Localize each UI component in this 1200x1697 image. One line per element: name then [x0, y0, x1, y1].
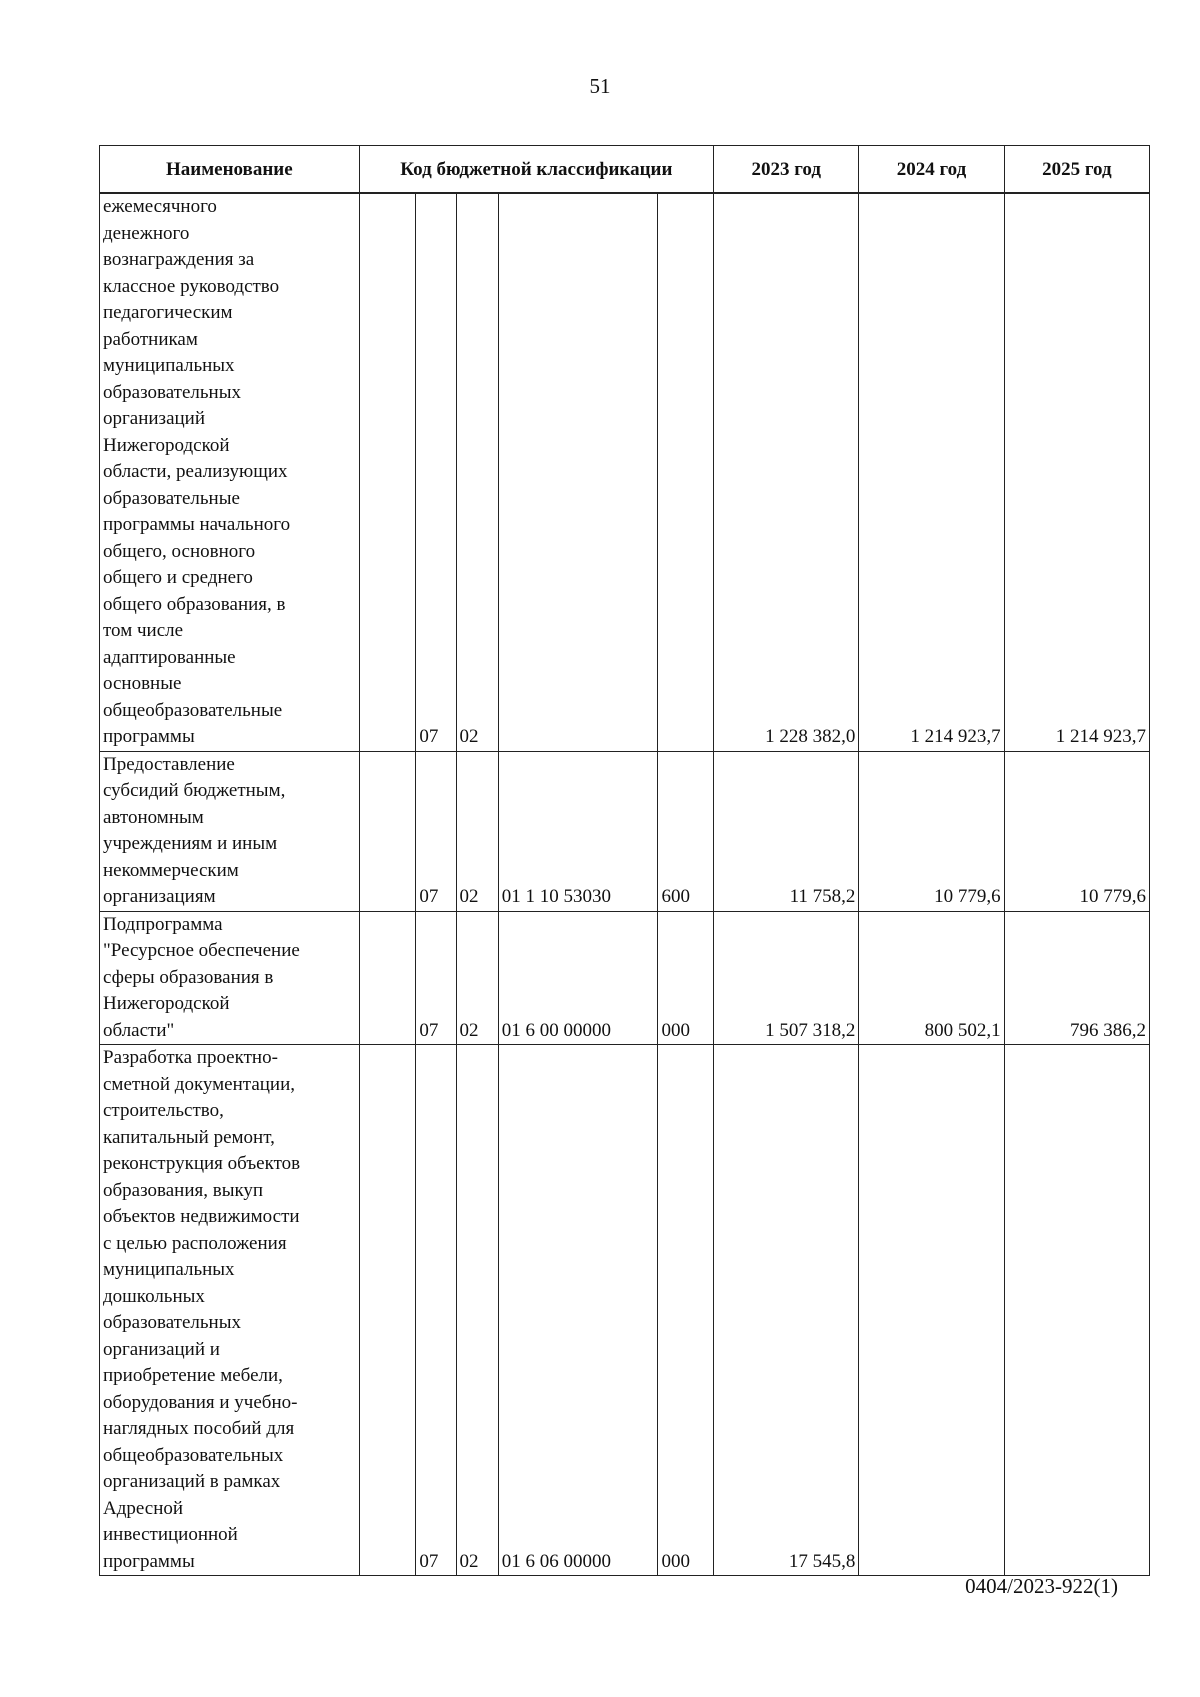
table-row — [100, 911, 1150, 1045]
cell-2025: 796 386,2 — [1004, 911, 1149, 1045]
header-code: Код бюджетной классификации — [359, 146, 713, 194]
cell-section: 07 — [416, 1045, 456, 1576]
cell-name-line: организаций в рамках — [103, 1471, 281, 1492]
cell-name-line: организаций и — [103, 1338, 220, 1360]
cell-subsection: 02 — [456, 751, 498, 911]
cell-name-line: общеобразовательных — [103, 1444, 284, 1466]
page-number: 51 — [589, 74, 611, 98]
cell-2025: 1 214 923,7 — [1004, 193, 1149, 751]
cell-ministry — [359, 751, 416, 911]
budget-table-container — [99, 145, 1150, 1576]
cell-target-article: 01 1 10 53030 — [498, 751, 658, 911]
cell-name-line: оборудования и учебно- — [103, 1391, 298, 1413]
cell-2023: 17 545,8 — [714, 1045, 859, 1576]
cell-name-line: организаций — [103, 408, 206, 429]
cell-name-line: основные — [103, 673, 182, 694]
cell-subsection: 02 — [456, 1045, 498, 1576]
cell-2023: 1 507 318,2 — [714, 911, 859, 1045]
cell-name-line: денежного — [103, 222, 190, 244]
cell-name-line: дошкольных — [103, 1285, 205, 1307]
cell-expense-type: 000 — [658, 911, 714, 1045]
cell-expense-type: 600 — [658, 751, 714, 911]
cell-name-line: организациям — [103, 886, 216, 907]
cell-section: 07 — [416, 193, 456, 751]
table-row — [100, 751, 1150, 911]
cell-name-line: образовательных — [103, 1312, 241, 1333]
cell-name-line: общеобразовательные — [103, 699, 283, 721]
cell-ministry — [359, 911, 416, 1045]
cell-name-line: Предоставление — [103, 753, 235, 775]
cell-name-line: том числе — [103, 620, 184, 641]
cell-name-line: образовательных — [103, 381, 241, 403]
cell-expense-type — [658, 193, 714, 751]
cell-name-line: автономным — [103, 806, 204, 828]
cell-name — [100, 751, 360, 911]
cell-name-line: педагогическим — [103, 302, 233, 323]
cell-name-line: некоммерческим — [103, 859, 239, 881]
cell-name-line: вознаграждения за — [103, 249, 255, 270]
cell-name-line: программы — [103, 726, 195, 747]
cell-name-line: классное руководство — [103, 275, 280, 297]
cell-name-line: Нижегородской — [103, 434, 230, 456]
cell-name — [100, 193, 360, 751]
cell-expense-type: 000 — [658, 1045, 714, 1576]
cell-name — [100, 911, 360, 1045]
cell-target-article: 01 6 00 00000 — [498, 911, 658, 1045]
cell-2024: 10 779,6 — [859, 751, 1004, 911]
cell-name-line: с целью расположения — [103, 1232, 287, 1254]
cell-name-line: области, реализующих — [103, 461, 288, 482]
cell-2025 — [1004, 1045, 1149, 1576]
cell-2025: 10 779,6 — [1004, 751, 1149, 911]
cell-name-line: субсидий бюджетным, — [103, 780, 286, 801]
cell-name-line: ежемесячного — [103, 196, 217, 217]
cell-name-line: капитальный ремонт, — [103, 1126, 275, 1148]
cell-section: 07 — [416, 751, 456, 911]
table-row — [100, 1045, 1150, 1576]
header-2025: 2025 год — [1004, 146, 1149, 194]
header-2024: 2024 год — [859, 146, 1004, 194]
cell-name-line: Нижегородской — [103, 993, 230, 1014]
cell-name-line: работникам — [103, 328, 198, 350]
cell-name-line: адаптированные — [103, 646, 236, 668]
cell-name-line: инвестиционной — [103, 1524, 238, 1545]
cell-name-line: строительство, — [103, 1100, 224, 1121]
cell-name-line: объектов недвижимости — [103, 1206, 300, 1227]
cell-name-line: образовательные — [103, 487, 240, 509]
cell-name-line: муниципальных — [103, 1259, 235, 1280]
cell-name — [100, 1045, 360, 1576]
cell-subsection: 02 — [456, 911, 498, 1045]
cell-ministry — [359, 1045, 416, 1576]
cell-ministry — [359, 193, 416, 751]
cell-name-line: Разработка проектно- — [103, 1047, 278, 1068]
cell-name-line: программы начального — [103, 514, 291, 535]
budget-table — [99, 145, 1150, 1576]
cell-subsection: 02 — [456, 193, 498, 751]
table-body — [100, 193, 1150, 1576]
header-name: Наименование — [100, 146, 360, 194]
cell-name-line: общего, основного — [103, 540, 256, 562]
cell-name-line: реконструкция объектов — [103, 1153, 301, 1174]
cell-name-line: области" — [103, 1019, 175, 1041]
cell-name-line: "Ресурсное обеспечение — [103, 940, 300, 961]
cell-target-article — [498, 193, 658, 751]
cell-2024: 1 214 923,7 — [859, 193, 1004, 751]
cell-name-line: сметной документации, — [103, 1073, 296, 1095]
cell-section: 07 — [416, 911, 456, 1045]
cell-name-line: учреждениям и иным — [103, 833, 278, 854]
header-2023: 2023 год — [714, 146, 859, 194]
table-header-row — [100, 146, 1150, 194]
cell-name-line: общего и среднего — [103, 567, 253, 588]
cell-2024: 800 502,1 — [859, 911, 1004, 1045]
cell-name-line: программы — [103, 1550, 195, 1572]
cell-name-line: образования, выкуп — [103, 1179, 264, 1201]
cell-name-line: сферы образования в — [103, 966, 274, 988]
cell-name-line: Подпрограмма — [103, 913, 223, 935]
cell-name-line: Адресной — [103, 1497, 184, 1519]
cell-name-line: наглядных пособий для — [103, 1418, 295, 1439]
cell-name-line: муниципальных — [103, 355, 235, 376]
cell-2023: 1 228 382,0 — [714, 193, 859, 751]
table-row — [100, 193, 1150, 751]
document-code: 0404/2023-922(1) — [965, 1574, 1118, 1598]
cell-name-line: общего образования, в — [103, 593, 286, 615]
cell-name-line: приобретение мебели, — [103, 1365, 283, 1386]
cell-2024 — [859, 1045, 1004, 1576]
cell-2023: 11 758,2 — [714, 751, 859, 911]
cell-target-article: 01 6 06 00000 — [498, 1045, 658, 1576]
